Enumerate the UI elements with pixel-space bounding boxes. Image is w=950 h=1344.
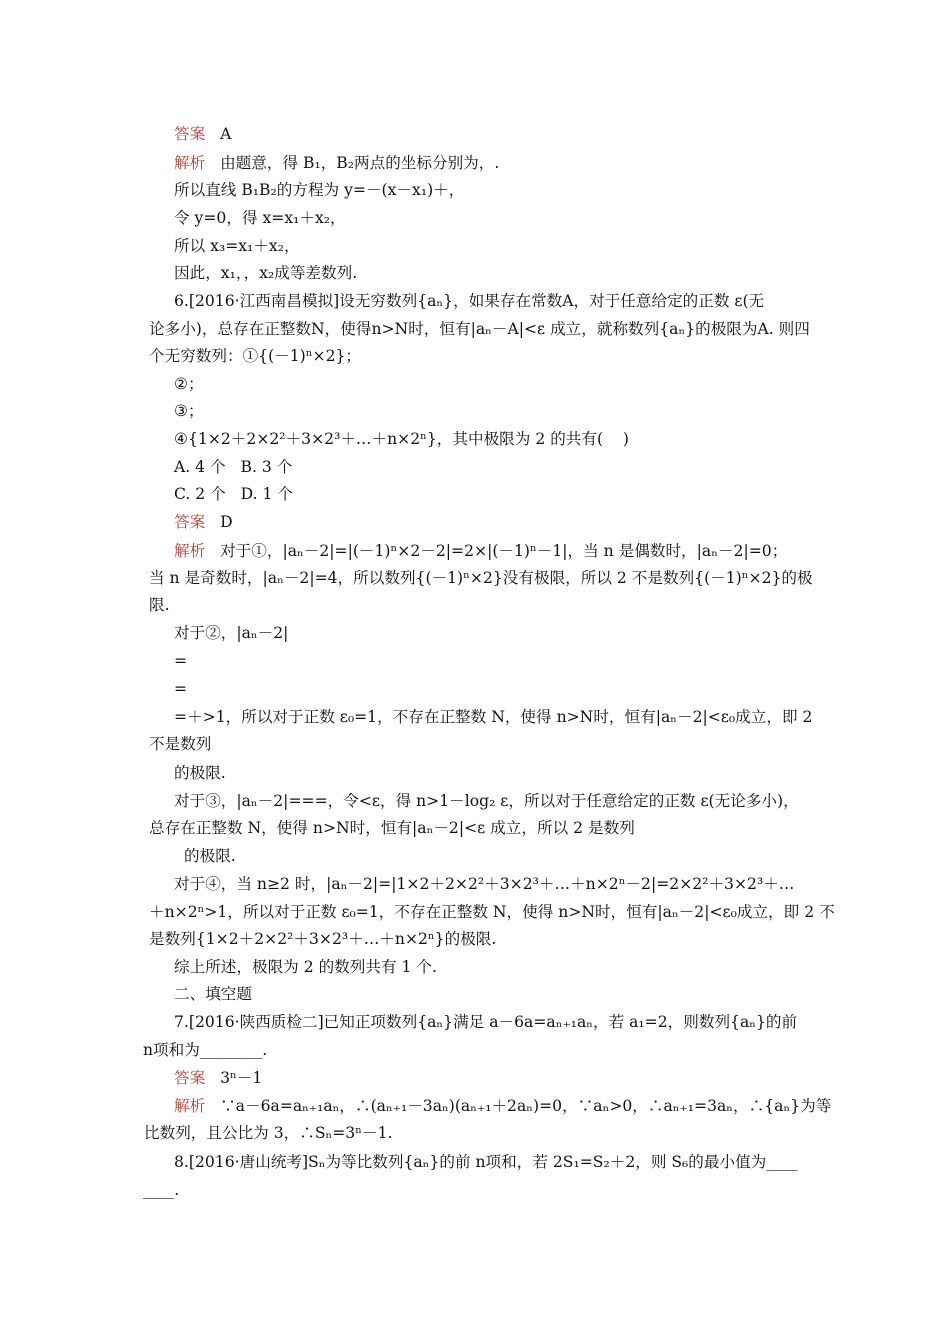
text-line [149,902,835,922]
answer-label: 答案 [174,1069,206,1087]
text-line [174,957,437,977]
text-line [143,1180,179,1200]
text-line [174,651,187,671]
line-text: 不是数列 [149,735,212,753]
line-text: =＋>1，所以对于正数 ε₀=1，不存在正整数 N，使得 n>N时，恒有|aₙ－2|<ε₀成立，即 2 [174,708,813,726]
text-line [174,791,799,811]
line-text: 二、填空题 [174,985,252,1003]
text-line [174,1068,262,1088]
answer-label: 答案 [174,125,206,143]
line-text: C. 2 个 D. 1 个 [174,485,293,503]
line-text: D [220,513,233,531]
text-line [174,180,464,200]
text-line [149,319,810,339]
line-text: A. 4 个 B. 3 个 [174,458,293,476]
text-line [174,874,794,894]
line-text: n项和为________. [143,1041,268,1059]
line-text: 所以 x₃=x₁＋x₂， [174,237,300,255]
text-line [174,374,204,394]
line-text: 8.[2016·唐山统考]Sₙ为等比数列{aₙ}的前 n项和，若 2S₁=S₂＋2，则 S₆的最小值为____ [174,1153,798,1171]
line-text: 综上所述，极限为 2 的数列共有 1 个. [174,958,437,976]
text-line [174,457,292,477]
line-text: A [220,125,232,143]
line-text: = [174,652,188,670]
text-line [149,929,496,949]
line-text: 由题意，得 B₁，B₂两点的坐标分别为，. [220,154,500,172]
line-text: ∵a－6a=aₙ₊₁aₙ，∴(aₙ₊₁－3aₙ)(aₙ₊₁＋2aₙ)=0，∵aₙ>0，∴aₙ₊₁=3aₙ，∴{aₙ}为等 [220,1097,832,1115]
line-text: = [174,680,188,698]
line-text: 总存在正整数 N，使得 n>N时，恒有|aₙ－2|<ε 成立，所以 2 是数列 [149,819,635,837]
text-line [174,401,204,421]
text-line [174,623,288,643]
text-line [174,429,629,449]
text-line [174,541,787,561]
text-line [149,346,361,366]
text-line [174,153,499,173]
text-line [174,124,231,144]
line-text: 的极限. [174,764,226,782]
text-line [174,1152,797,1172]
line-text: 令 y=0，得 x=x₁＋x₂， [174,209,346,227]
line-text: 对于③，|aₙ－2|===，令<ε，得 n>1－log₂ ε，所以对于任意给定的正数 ε(无论多小)， [174,792,799,810]
line-text: 3ⁿ－1 [220,1069,263,1087]
text-line [149,595,170,615]
line-text: ____. [143,1181,180,1199]
line-text: 对于②，|aₙ－2| [174,624,289,642]
text-line [174,763,226,783]
text-line [174,1096,831,1116]
line-text: ＋n×2ⁿ>1，所以对于正数 ε₀=1，不存在正整数 N，使得 n>N时，恒有|aₙ－2|<ε₀成立，即 2 不 [149,903,835,921]
text-line [174,263,357,283]
text-line [143,1040,267,1060]
line-text: 6.[2016·江西南昌模拟]设无穷数列{aₙ}，如果存在常数A，对于任意给定的正数 ε(无 [174,292,765,310]
text-line [149,568,813,588]
text-line [174,984,252,1004]
text-line [174,291,764,311]
line-text: 对于④，当 n≥2 时，|aₙ－2|=|1×2＋2×2²＋3×2³＋…＋n×2ⁿ－2|=2×2²＋3×2³＋… [174,875,795,893]
text-line [144,1123,392,1143]
text-line [174,484,293,504]
analysis-label: 解析 [174,1097,206,1115]
text-line [149,818,635,838]
text-line [149,734,211,754]
line-text: ②； [174,375,204,393]
line-text: 个无穷数列：①{(－1)ⁿ×2}； [149,347,362,365]
text-line [174,512,233,532]
text-line [174,236,300,256]
text-line [174,208,346,228]
analysis-label: 解析 [174,542,206,560]
line-text: 的极限. [184,847,236,865]
line-text: ③； [174,402,204,420]
line-text: 论多小)，总存在正整数N，使得n>N时，恒有|aₙ－A|<ε 成立，就称数列{aₙ}的极限为A. 则四 [149,320,810,338]
line-text: 是数列{1×2＋2×2²＋3×2³＋…＋n×2ⁿ}的极限. [149,930,497,948]
line-text: 对于①，|aₙ－2|=|(－1)ⁿ×2－2|=2×|(－1)ⁿ－1|，当 n 是偶数时，|aₙ－2|=0； [220,542,788,560]
line-text: 所以直线 B₁B₂的方程为 y=－(x－x₁)＋， [174,181,465,199]
analysis-label: 解析 [174,154,206,172]
line-text: 因此，x₁，，x₂成等差数列. [174,264,358,282]
text-line [174,679,187,699]
text-line [184,846,236,866]
answer-label: 答案 [174,513,206,531]
line-text: 7.[2016·陕西质检二]已知正项数列{aₙ}满足 a－6a=aₙ₊₁aₙ，若 a₁=2，则数列{aₙ}的前 [174,1013,798,1031]
line-text: ④{1×2＋2×2²＋3×2³＋…＋n×2ⁿ}，其中极限为 2 的共有( ) [174,430,629,448]
line-text: 限. [149,596,170,614]
line-text: 当 n 是奇数时，|aₙ－2|=4，所以数列{(－1)ⁿ×2}没有极限，所以 2 不是数列{(－1)ⁿ×2}的极 [149,569,813,587]
text-line [174,707,812,727]
line-text: 比数列，且公比为 3，∴Sₙ=3ⁿ－1. [144,1124,393,1142]
text-line [174,1012,797,1032]
